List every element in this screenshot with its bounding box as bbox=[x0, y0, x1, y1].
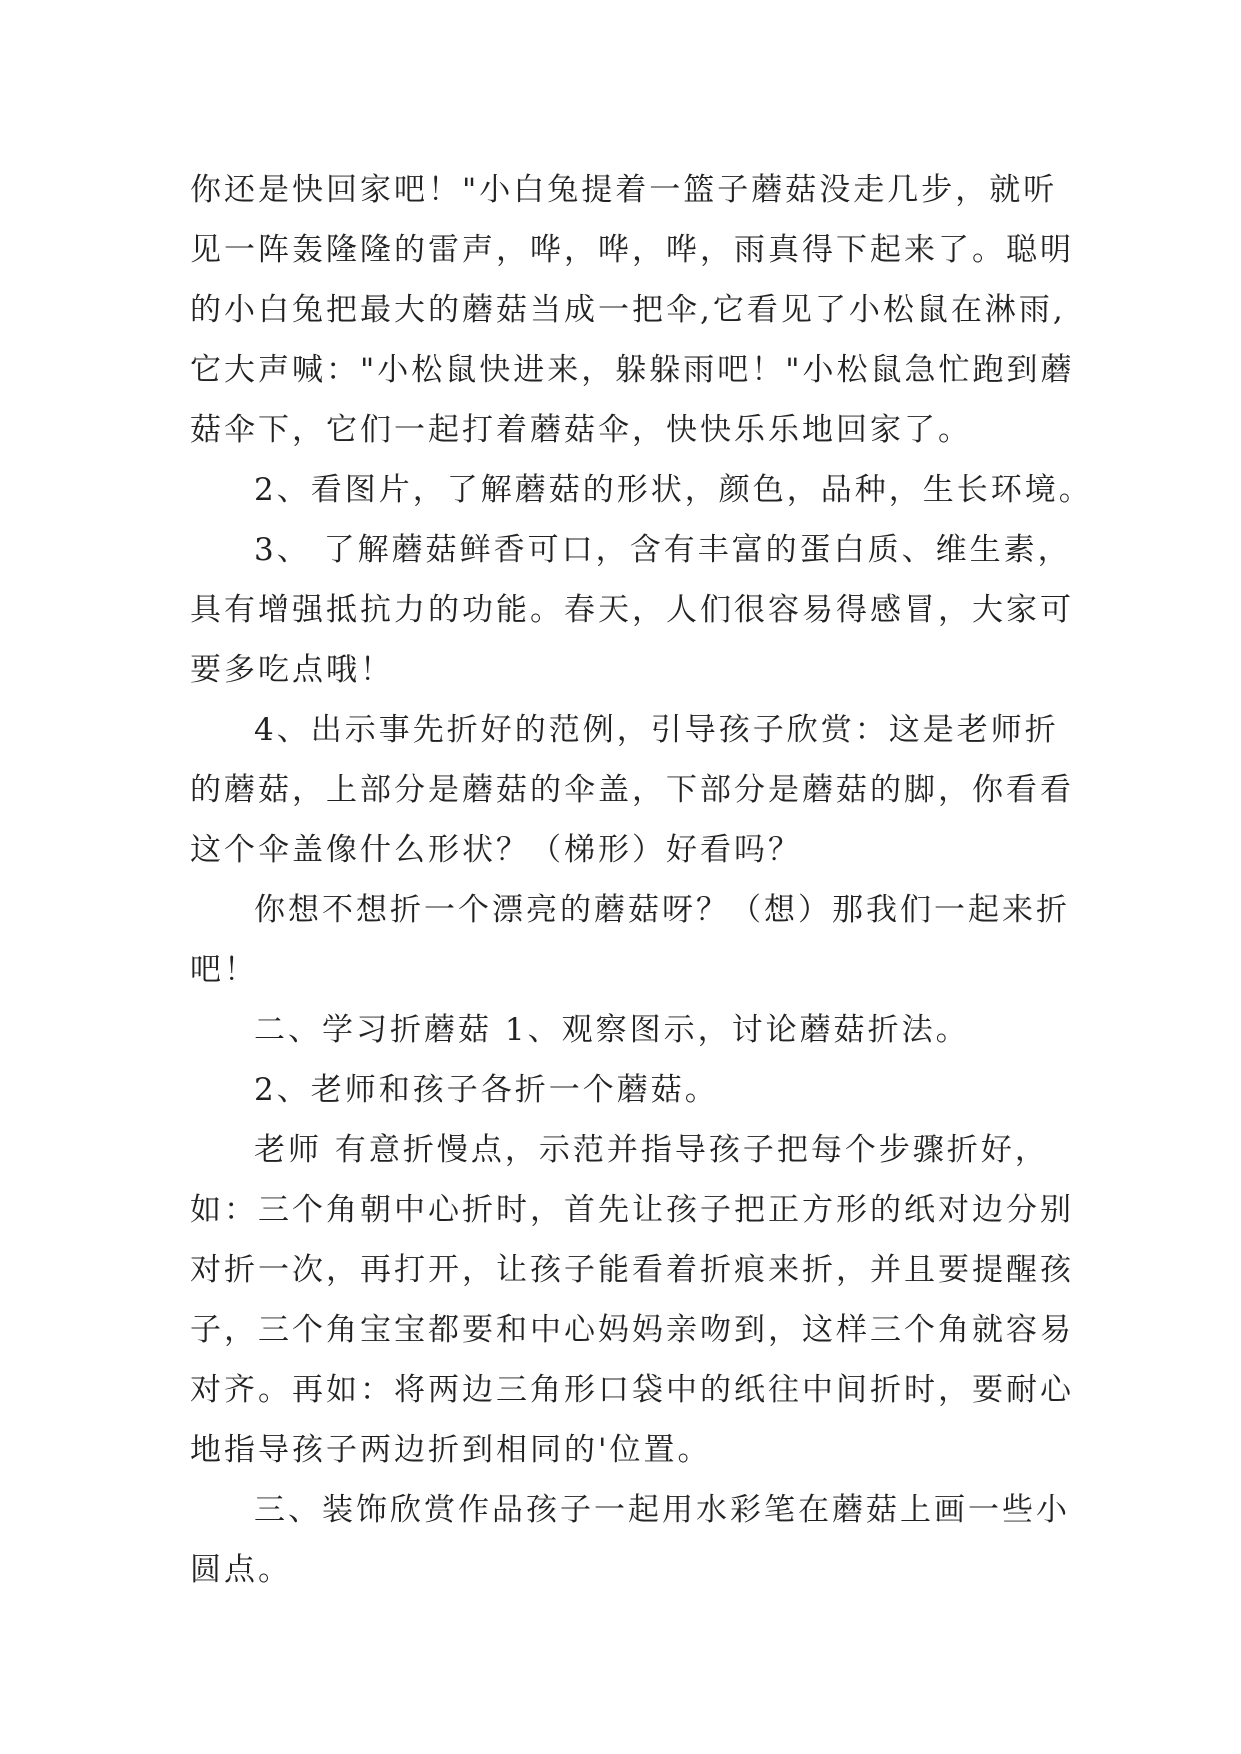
text-line-18: 如：三个角朝中心折时，首先让孩子把正方形的纸对边分别 bbox=[190, 1192, 1074, 1228]
text-line-11: 的蘑菇，上部分是蘑菇的伞盖，下部分是蘑菇的脚，你看看 bbox=[190, 772, 1074, 808]
text-line-20: 子，三个角宝宝都要和中心妈妈亲吻到，这样三个角就容易 bbox=[190, 1312, 1074, 1348]
text-line-24: 圆点。 bbox=[190, 1552, 292, 1588]
text-line-3: 的小白兔把最大的蘑菇当成一把伞,它看见了小松鼠在淋雨, bbox=[190, 292, 1066, 328]
text-line-8: 具有增强抵抗力的功能。春天，人们很容易得感冒，大家可 bbox=[190, 592, 1074, 628]
text-line-1: 你还是快回家吧！"小白兔提着一篮子蘑菇没走几步，就听 bbox=[190, 172, 1058, 208]
text-line-19: 对折一次，再打开，让孩子能看着折痕来折，并且要提醒孩 bbox=[190, 1252, 1074, 1288]
text-line-23: 三、装饰欣赏作品孩子一起用水彩笔在蘑菇上画一些小 bbox=[254, 1492, 1070, 1528]
text-line-17: 老师 有意折慢点，示范并指导孩子把每个步骤折好， bbox=[254, 1132, 1049, 1168]
text-line-6: 2、看图片，了解蘑菇的形状，颜色，品种，生长环境。 bbox=[254, 472, 1093, 508]
text-line-22: 地指导孩子两边折到相同的'位置。 bbox=[190, 1432, 712, 1468]
text-line-15: 二、学习折蘑菇 1、观察图示，讨论蘑菇折法。 bbox=[254, 1012, 970, 1048]
text-line-2: 见一阵轰隆隆的雷声，哗，哗，哗，雨真得下起来了。聪明 bbox=[190, 232, 1074, 268]
text-line-13: 你想不想折一个漂亮的蘑菇呀？（想）那我们一起来折 bbox=[254, 892, 1070, 928]
text-line-10: 4、出示事先折好的范例，引导孩子欣赏：这是老师折 bbox=[254, 712, 1059, 748]
text-line-14: 吧！ bbox=[190, 952, 258, 988]
text-line-4: 它大声喊："小松鼠快进来，躲躲雨吧！"小松鼠急忙跑到蘑 bbox=[190, 352, 1075, 388]
text-line-5: 菇伞下，它们一起打着蘑菇伞，快快乐乐地回家了。 bbox=[190, 412, 972, 448]
text-line-7: 3、 了解蘑菇鲜香可口，含有丰富的蛋白质、维生素， bbox=[254, 532, 1072, 568]
text-line-9: 要多吃点哦！ bbox=[190, 652, 394, 688]
text-line-12: 这个伞盖像什么形状？（梯形）好看吗？ bbox=[190, 832, 802, 868]
text-line-16: 2、老师和孩子各折一个蘑菇。 bbox=[254, 1072, 719, 1108]
document-body bbox=[190, 160, 1093, 1600]
text-line-21: 对齐。再如：将两边三角形口袋中的纸往中间折时，要耐心 bbox=[190, 1372, 1074, 1408]
